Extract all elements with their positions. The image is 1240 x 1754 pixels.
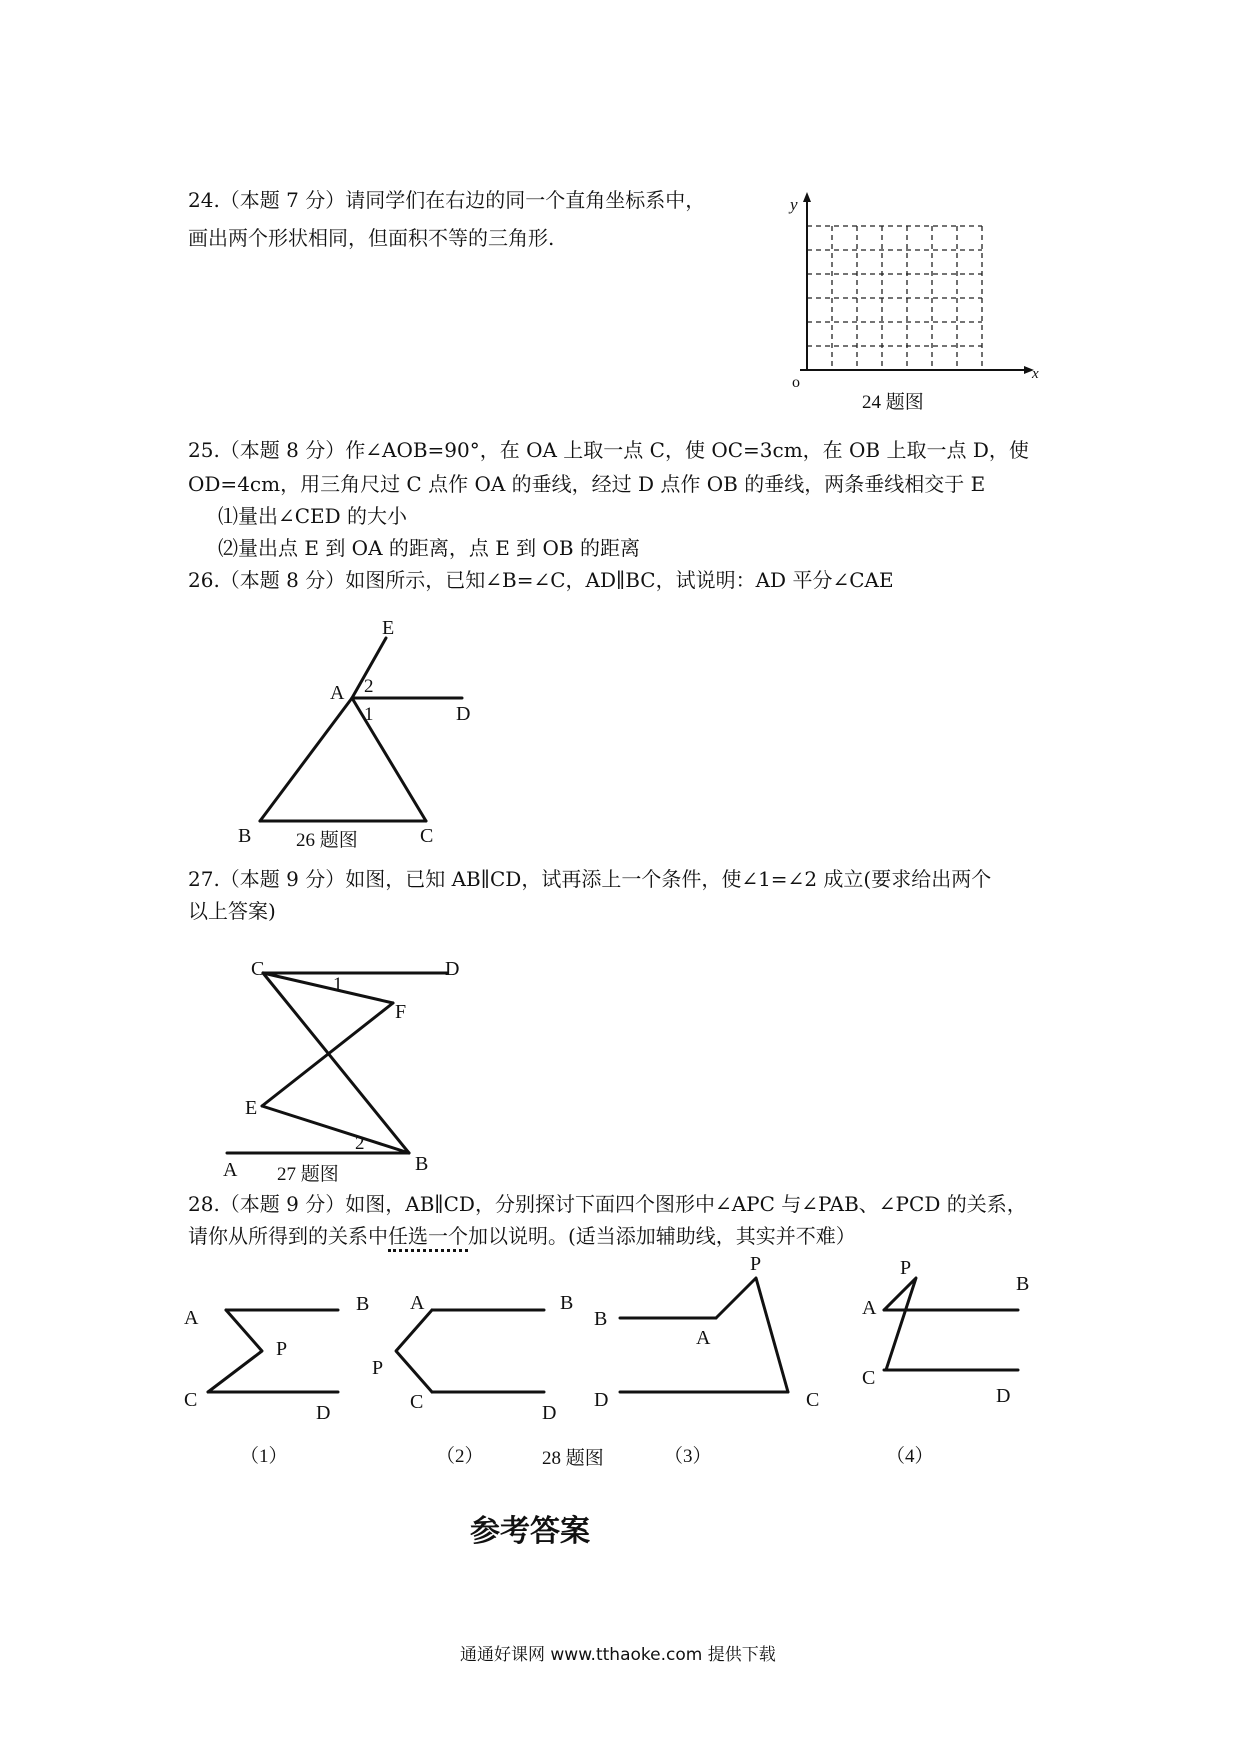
q25-line1: 25.（本题 8 分）作∠AOB=90°，在 OA 上取一点 C，使 OC=3cm，在 OB 上取一点 D，使 [188, 438, 1029, 462]
point-D-label: D [316, 1402, 331, 1424]
point-D-label: D [456, 703, 471, 725]
q28-figure-1 [180, 1280, 380, 1470]
point-B-label: B [560, 1292, 574, 1314]
segment-EB [262, 1106, 409, 1153]
angle-2-label: 2 [355, 1133, 365, 1154]
angle-1-label: 1 [364, 704, 374, 725]
segment-APC [396, 1310, 432, 1392]
point-E-label: E [382, 620, 395, 639]
point-C-label: C [410, 1391, 424, 1413]
point-C-label: C [420, 825, 434, 847]
point-F-label: F [395, 1001, 407, 1023]
grid-lines [807, 226, 982, 370]
q24-line1: 24.（本题 7 分）请同学们在右边的同一个直角坐标系中， [188, 188, 706, 212]
point-P-label: P [900, 1257, 912, 1279]
y-axis-arrow [803, 192, 811, 202]
q27-figure [215, 950, 475, 1190]
point-P-label: P [372, 1357, 384, 1379]
q27-line2: 以上答案) [188, 899, 276, 923]
point-B-label: B [238, 825, 252, 847]
x-axis-label: x [1032, 366, 1039, 382]
point-P-label: P [750, 1253, 762, 1275]
q27-line1: 27.（本题 9 分）如图，已知 AB∥CD，试再添上一个条件，使∠1=∠2 成立(要求给出两个 [188, 867, 992, 891]
point-C-label: C [806, 1389, 820, 1411]
segment-APC [884, 1278, 916, 1370]
q28-figure-2 [370, 1280, 580, 1470]
segment-CB [263, 973, 409, 1153]
point-C-label: C [184, 1389, 198, 1411]
point-A-label: A [330, 682, 345, 704]
answer-title: 参考答案 [470, 1514, 590, 1549]
y-axis-label: y [790, 195, 798, 214]
segment-APC [716, 1278, 788, 1392]
q27-caption: 27 题图 [277, 1164, 339, 1185]
point-A-label: A [696, 1327, 711, 1349]
figure-1-label: （1） [240, 1446, 288, 1467]
angle-1-label: 1 [333, 974, 343, 995]
q26-caption: 26 题图 [296, 830, 358, 851]
figure-4-label: （4） [886, 1446, 934, 1467]
point-P-label: P [276, 1338, 288, 1360]
q26-line1: 26.（本题 8 分）如图所示，已知∠B=∠C，AD∥BC，试说明：AD 平分∠CAE [188, 568, 894, 592]
point-D-label: D [594, 1389, 609, 1411]
footer-source: 通通好课网 www.tthaoke.com 提供下载 [460, 1645, 776, 1665]
q26-figure [230, 620, 490, 860]
point-B-label: B [594, 1308, 608, 1330]
point-D-label: D [542, 1402, 557, 1424]
point-C-label: C [862, 1367, 876, 1389]
point-A-label: A [223, 1159, 238, 1181]
q25-part1: ⑴量出∠CED 的大小 [218, 504, 408, 528]
point-A-label: A [410, 1292, 425, 1314]
q28-line1: 28.（本题 9 分）如图，AB∥CD，分别探讨下面四个图形中∠APC 与∠PAB、∠PCD 的关系， [188, 1192, 1027, 1216]
q28-line2-before: 请你从所得到的关系中 [188, 1224, 388, 1248]
q28-caption: 28 题图 [542, 1448, 604, 1469]
q24-line2: 画出两个形状相同，但面积不等的三角形. [188, 226, 555, 250]
point-D-label: D [445, 958, 460, 980]
segment-AB [260, 698, 352, 821]
q24-coordinate-grid [770, 190, 1050, 415]
angle-2-label: 2 [364, 676, 374, 697]
q24-caption: 24 题图 [862, 392, 924, 413]
origin-label: o [792, 374, 800, 391]
q28-figure-4 [840, 1240, 1060, 1470]
point-A-label: A [184, 1307, 199, 1329]
segment-APC [208, 1310, 262, 1392]
point-E-label: E [245, 1097, 258, 1119]
q28-line2-emphasis: 任选一个 [388, 1224, 468, 1252]
q25-line2: OD=4cm，用三角尺过 C 点作 OA 的垂线，经过 D 点作 OB 的垂线，两条垂线相交于 E [188, 472, 986, 496]
q28-figure-3 [590, 1240, 830, 1470]
q28-line2-after: 加以说明。(适当添加辅助线，其实并不难） [468, 1224, 856, 1248]
figure-3-label: （3） [664, 1446, 712, 1467]
point-D-label: D [996, 1385, 1011, 1407]
figure-2-label: （2） [436, 1446, 484, 1467]
point-A-label: A [862, 1297, 877, 1319]
q25-part2: ⑵量出点 E 到 OA 的距离，点 E 到 OB 的距离 [218, 536, 640, 560]
point-B-label: B [1016, 1273, 1030, 1295]
point-C-label: C [251, 958, 265, 980]
point-B-label: B [356, 1293, 370, 1315]
point-B-label: B [415, 1153, 429, 1175]
